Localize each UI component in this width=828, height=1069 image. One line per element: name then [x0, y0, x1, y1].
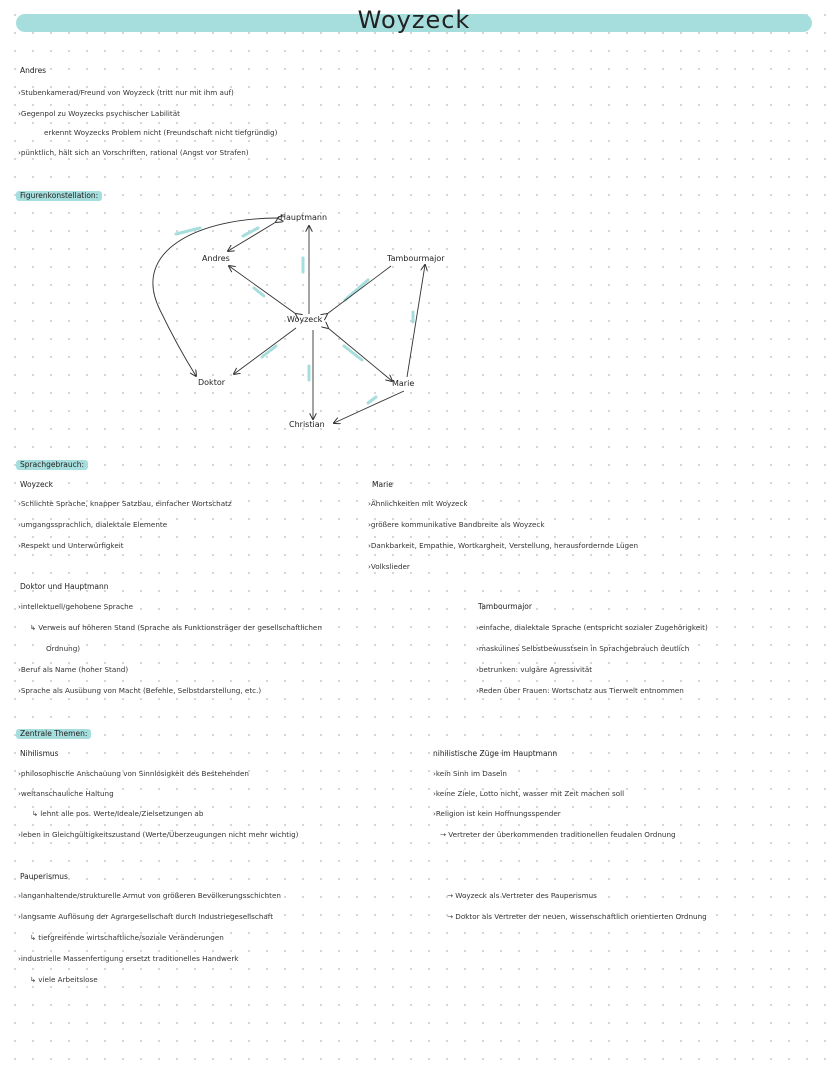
sprache-doktor-line-4: ›Beruf als Name (hoher Stand) — [18, 665, 129, 674]
sprache-woyzeck-line-2: ›umgangssprachlich, dialektale Elemente — [18, 520, 168, 529]
pauperismus-line-1: ›langanhaltende/strukturelle Armut von größeren Bevölkerungsschichten — [18, 891, 281, 900]
pauperismus-line-3: ↳ tiefgreifende wirtschaftliche/soziale Veränderungen — [30, 933, 224, 942]
edge-woyzeck-andres — [229, 266, 296, 314]
sprache-heading: Sprachgebrauch: — [16, 460, 88, 470]
sprache-tambour-line-2: ›maskulines Selbstbewusstsein in Sprachgebrauch deutlich — [476, 644, 690, 653]
nihilismus-line-1: ›philosophische Anschauung von Sinnlosigkeit des Bestehenden — [18, 769, 249, 778]
andres-line-1: ›Stubenkamerad/Freund von Woyzeck (tritt nur mit ihm auf) — [18, 88, 234, 97]
pauperismus-heading: Pauperismus — [20, 872, 68, 881]
node-woyzeck: Woyzeck — [287, 315, 323, 324]
pauperismus-line-5: ↳ viele Arbeitslose — [30, 975, 98, 984]
sprache-woyzeck-line-3: ›Respekt und Unterwürfigkeit — [18, 541, 124, 550]
andres-line-3: erkennt Woyzecks Problem nicht (Freundschaft nicht tiefgründig) — [44, 128, 278, 137]
sprache-doktor-line-1: ›intellektuell/gehobene Sprache — [18, 602, 134, 611]
pauperismus-line-2: ›langsame Auflösung der Agrargesellschaft durch Industriegesellschaft — [18, 912, 274, 921]
pauperismus-line-4: ›industrielle Massenfertigung ersetzt traditionelles Handwerk — [18, 954, 239, 963]
node-doktor: Doktor — [198, 378, 226, 387]
sprache-doktor-line-5: ›Sprache als Ausübung von Macht (Befehle, Selbstdarstellung, etc.) — [18, 686, 262, 695]
node-tambourmajor: Tambourmajor — [387, 254, 445, 263]
sprache-marie-heading: Marie — [372, 480, 393, 489]
figuren-heading: Figurenkonstellation: — [16, 191, 102, 201]
sprache-tambour-heading: Tambourmajor — [478, 602, 532, 611]
edge-marie-christian — [334, 391, 404, 423]
node-marie: Marie — [392, 379, 415, 388]
sprache-tambour-line-3: ›betrunken: vulgäre Agressivität — [476, 665, 593, 674]
themen-heading: Zentrale Themen: — [16, 729, 91, 739]
hauptmann-nihil-line-3: ›Religion ist kein Hoffnungsspender — [433, 809, 561, 818]
nihilismus-line-4: ›leben in Gleichgültigkeitszustand (Werte/Überzeugungen nicht mehr wichtig) — [18, 830, 299, 839]
node-hauptmann: Hauptmann — [280, 213, 328, 222]
node-christian: Christian — [289, 420, 325, 429]
andres-line-2: ›Gegenpol zu Woyzecks psychischer Labilität — [18, 109, 180, 118]
edge-woyzeck-doktor — [234, 328, 296, 374]
hauptmann-nihil-heading: nihilistische Züge im Hauptmann — [433, 749, 558, 758]
page-title: Woyzeck — [357, 6, 471, 34]
node-andres: Andres — [202, 254, 230, 263]
edge-hauptmann-doktor — [153, 218, 278, 376]
sprache-woyzeck-line-1: ›Schlichte Sprache, knapper Satzbau, einfacher Wortschatz — [18, 499, 232, 508]
edge-marie-tambourmajor — [407, 265, 425, 377]
nihilismus-heading: Nihilismus — [20, 749, 59, 758]
hauptmann-nihil-line-4: → Vertreter der überkommenden traditionellen feudalen Ordnung — [440, 830, 676, 839]
hauptmann-nihil-line-2: ›keine Ziele, Lotto nicht, wasser mit Zeit machen soll — [433, 789, 625, 798]
andres-heading: Andres — [20, 66, 47, 75]
edge-woyzeck-marie — [328, 328, 392, 381]
nihilismus-line-2: ›weltanschauliche Haltung — [18, 789, 114, 798]
vertreter-line-2: → Doktor als Vertreter der neuen, wissenschaftlich orientierten Ordnung — [447, 912, 707, 921]
hauptmann-nihil-line-1: ›kein Sinn im Dasein — [433, 769, 507, 778]
vertreter-line-1: → Woyzeck als Vertreter des Pauperismus — [447, 891, 597, 900]
sprache-doktor-heading: Doktor und Hauptmann — [20, 582, 109, 591]
edge-hauptmann-andres — [228, 222, 276, 251]
sprache-marie-line-4: ›Volkslieder — [368, 562, 410, 571]
nihilismus-line-3: ↳ lehnt alle pos. Werte/Ideale/Zielsetzungen ab — [32, 809, 204, 818]
sprache-doktor-line-3: Ordnung) — [46, 644, 81, 653]
edge-woyzeck-tambourmajor — [327, 266, 391, 314]
sprache-woyzeck-heading: Woyzeck — [20, 480, 54, 489]
sprache-marie-line-3: ›Dankbarkeit, Empathie, Wortkargheit, Verstellung, herausfordernde Lügen — [368, 541, 639, 550]
sprache-doktor-line-2: ↳ Verweis auf höheren Stand (Sprache als Funktionsträger der gesellschaftlichen — [30, 623, 322, 632]
sprache-tambour-line-1: ›einfache, dialektale Sprache (entspricht sozialer Zugehörigkeit) — [476, 623, 708, 632]
sprache-tambour-line-4: ›Reden über Frauen: Wortschatz aus Tierwelt entnommen — [476, 686, 684, 695]
sprache-marie-line-1: ›Ähnlichkeiten mit Woyzeck — [368, 499, 468, 508]
andres-line-4: ›pünktlich, hält sich an Vorschriften, rational (Angst vor Strafen) — [18, 148, 249, 157]
sprache-marie-line-2: ›größere kommunikative Bandbreite als Woyzeck — [368, 520, 545, 529]
